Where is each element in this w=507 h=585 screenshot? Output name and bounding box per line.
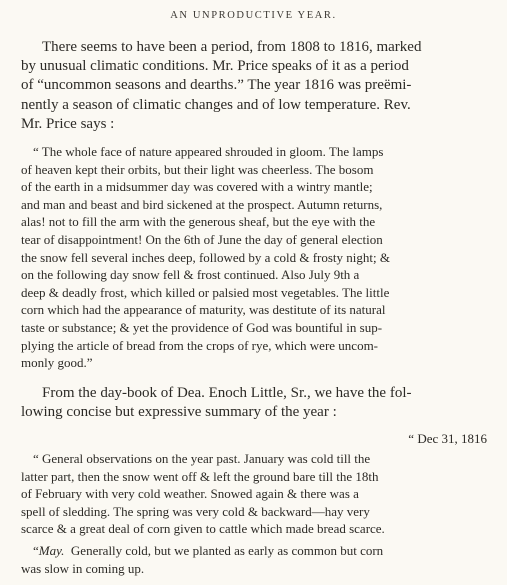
text-line: on the following day snow fell & frost continued. Also July 9th a — [21, 267, 360, 283]
running-head: AN UNPRODUCTIVE YEAR. — [170, 10, 337, 21]
text-line: tear of disappointment! On the 6th of June the day of general election — [21, 231, 383, 247]
text-line: From the day-book of Dea. Enoch Little, Sr., we have the fol- — [42, 385, 412, 401]
quotation-general-observations — [21, 450, 487, 538]
text-line: of February with very cold weather. Snowed again & there was a — [21, 486, 359, 502]
text-line: scarce & a great deal of corn given to cattle which made bread scarce. — [21, 521, 385, 537]
text-line: latter part, then the snow went off & left the ground bare till the 18th — [21, 468, 379, 484]
text-line: deep & deadly frost, which killed or palsied most vegetables. The little — [21, 284, 390, 300]
month-name: May. — [38, 543, 65, 558]
paragraph-day-book — [21, 384, 487, 422]
text-line: nently a season of climatic changes and of low temperature. Rev. — [21, 96, 411, 113]
text-line: and man and beast and bird sickened at the prospect. Autumn returns, — [21, 196, 383, 212]
text-line: Mr. Price says : — [21, 115, 115, 132]
text-line: monly good.” — [21, 355, 93, 371]
text-line: was slow in coming up. — [21, 560, 145, 576]
text-line: the snow fell several inches deep, followed by a cold & frosty night; & — [21, 249, 390, 265]
text-line — [21, 542, 487, 560]
text-line: of heaven kept their orbits, but their light was cheerless. The bosom — [21, 161, 374, 177]
date-text: “ Dec 31, 1816 — [408, 431, 487, 446]
text-line: There seems to have been a period, from 1808 to 1816, marked — [42, 39, 422, 55]
text-line: alas! not to fill the arm with the generous sheaf, but the eye with the — [21, 214, 376, 230]
line-text: Generally cold, but we planted as early as common but corn — [64, 543, 384, 558]
text-line: lowing concise but expressive summary of the year : — [21, 404, 337, 421]
text-line: of “uncommon seasons and dearths.” The year 1816 was preëmi- — [21, 77, 412, 94]
text-line: taste or substance; & yet the providence of God was bountiful in sup- — [21, 319, 383, 335]
text-line: of the earth in a midsummer day was covered with a wintry mantle; — [21, 179, 373, 195]
dateline — [21, 430, 507, 448]
text-line: spell of sledding. The spring was very cold & backward—hay very — [21, 503, 370, 519]
text-line: corn which had the appearance of maturity, was destitute of its natural — [21, 302, 386, 318]
text-line: “ The whole face of nature appeared shrouded in gloom. The lamps — [33, 144, 384, 159]
quotation-price — [21, 143, 487, 372]
text-line: plying the article of bread from the crops of rye, which were uncom- — [21, 337, 379, 353]
open-quote: “ — [33, 543, 39, 558]
text-line: “ General observations on the year past. January was cold till the — [33, 451, 371, 466]
quotation-may — [21, 542, 487, 577]
paragraph-intro — [21, 38, 487, 134]
text-line: by unusual climatic conditions. Mr. Price speaks of it as a period — [21, 58, 409, 75]
